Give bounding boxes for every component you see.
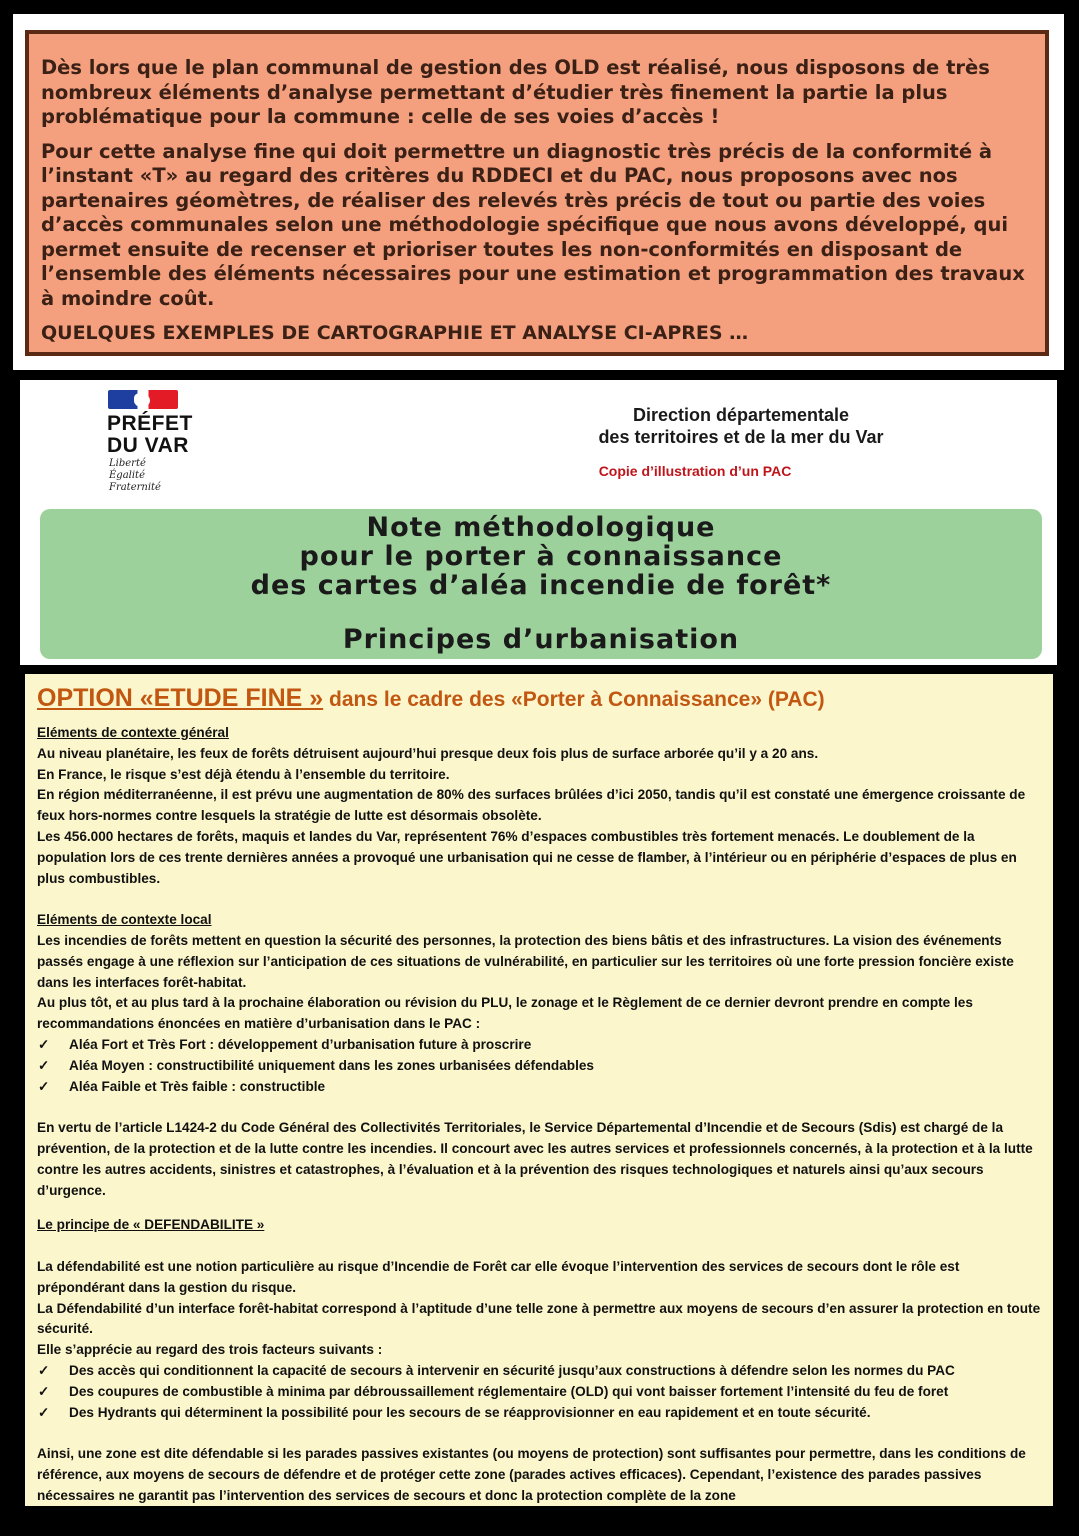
option-title-rest: dans le cadre des «Porter à Connaissance» (PAC) — [323, 688, 825, 711]
prefet-line-2: DU VAR — [107, 434, 189, 457]
general-line-4: Les 456.000 hectares de forêts, maquis et landes du Var, représentent 76% d’espaces combustibles très fortement menacés. Le doublement de la population lors de ces trente dernières années a provoqué une urbanisation qui ne cesse de flamber, à l’intérieur ou en périphérie d’espaces de plus en plus combustibles. — [37, 828, 1017, 886]
defend-line-1: La défendabilité est une notion particulière au risque d’Incendie de Forêt car elle évoque l’intervention des services de secours dont le rôle est prépondérant dans la gestion du risque. — [37, 1258, 960, 1295]
defend-line-4: Ainsi, une zone est dite défendable si les parades passives existantes (ou moyens de protection) sont suffisantes pour permettre, dans les conditions de référence, aux moyens de secours de défendre et de protéger cette zone (parades actives efficaces). Cependant, l’existence des parades passives nécessaires ne garantit pas l’intervention des services de secours et donc la protection complète de la zone — [37, 1446, 1026, 1503]
note-title-banner — [40, 509, 1042, 659]
check-icon: ✓ — [38, 1404, 50, 1420]
pac-header — [20, 380, 1057, 665]
list-item-text: Des Hydrants qui déterminent la possibilité pour les secours de se réapprovisionner en eau rapidement et en toute sécurité. — [69, 1404, 871, 1420]
copy-notice: Copie d’illustration d’un PAC — [598, 463, 792, 479]
prefet-logo-text — [107, 413, 193, 457]
intro-box — [25, 30, 1049, 356]
note-title-line-1: Note méthodologique — [366, 512, 716, 543]
local-line-1: Les incendies de forêts mettent en question la sécurité des personnes, la protection des biens bâtis et des infrastructures. La vision des événements passés engage à une réflexion sur l’anticipation de ces situations de vulnérabilité, en particulier sur les territoires où une forte pression foncière existe dans les interfaces forêt-habitat. — [37, 932, 1014, 990]
list-item — [37, 1056, 1041, 1077]
motto-egalite: Égalité — [109, 470, 145, 481]
defendability-heading: Le principe de « DEFENDABILITE » — [37, 1217, 265, 1233]
ddtm-line-1: Direction départementale — [632, 405, 850, 425]
marianne-flag-icon — [108, 390, 178, 409]
note-subtitle: Principes d’urbanisation — [342, 624, 740, 655]
check-icon: ✓ — [38, 1078, 50, 1094]
defend-line-3: Elle s’apprécie au regard des trois facteurs suivants : — [37, 1342, 383, 1358]
check-icon: ✓ — [38, 1036, 50, 1052]
list-item-text: Aléa Moyen : constructibilité uniquement dans les zones urbanisées défendables — [69, 1057, 594, 1073]
intro-paragraph-2: Pour cette analyse fine qui doit permettre un diagnostic très précis de la conformité à l’instant «T» au regard des critères du RDDECI et du PAC, nous proposons avec nos partenaires géomètres, de réaliser des relevés très précis de tout ou partie des voies d’accès communales selon une méthodologie spécifique que nous avons développé, qui permet ensuite de recenser et prioriser toutes les non-conformités en disposant de l’ensemble des éléments nécessaires pour une estimation et programmation des travaux à moindre coût. — [41, 139, 1025, 310]
intro-examples-line: QUELQUES EXEMPLES DE CARTOGRAPHIE ET ANALYSE CI-APRES … — [41, 322, 749, 344]
option-panel — [25, 674, 1053, 1506]
list-item — [37, 1403, 1041, 1424]
check-icon: ✓ — [38, 1383, 50, 1399]
option-title — [37, 684, 1041, 714]
list-item — [37, 1361, 1041, 1382]
motto-fraternite: Fraternité — [109, 482, 161, 493]
list-item-text: Des accès qui conditionnent la capacité de secours à intervenir en sécurité jusqu’aux constructions à défendre selon les normes du PAC — [69, 1362, 955, 1378]
local-line-3: En vertu de l’article L1424-2 du Code Général des Collectivités Territoriales, le Service Départemental d’Incendie et de Secours (Sdis) est chargé de la prévention, de la protection et de la lutte contre les incendies. Il concourt avec les autres services et professionnels concernés, à la protection et à la lutte contre les autres accidents, sinistres et catastrophes, à l’évaluation et à la prévention des risques technologiques et naturels ainsi qu’aux secours d’urgence. — [37, 1120, 1033, 1198]
general-context-section — [37, 723, 1041, 1506]
general-context-heading: Eléments de contexte général — [37, 725, 229, 740]
note-title-line-3: des cartes d’aléa incendie de forêt* — [250, 570, 832, 601]
local-line-2: Au plus tôt, et au plus tard à la prochaine élaboration ou révision du PLU, le zonage et le Règlement de ce dernier devront prendre en compte les recommandations énoncées en matière d’urbanisation dans le PAC : — [37, 995, 973, 1032]
republic-motto — [109, 458, 161, 494]
ddtm-title — [526, 404, 956, 448]
list-item-text: Des coupures de combustible à minima par débroussaillement réglementaire (OLD) qui vont baisser fortement l’intensité du feu de foret — [69, 1383, 949, 1399]
note-title-line-2: pour le porter à connaissance — [299, 541, 783, 572]
list-item — [37, 1035, 1041, 1056]
intro-frame — [13, 14, 1064, 370]
list-item-text: Aléa Faible et Très faible : constructible — [69, 1078, 326, 1094]
check-icon: ✓ — [38, 1362, 50, 1378]
list-item-text: Aléa Fort et Très Fort : développement d’urbanisation future à proscrire — [69, 1036, 532, 1052]
list-item — [37, 1382, 1041, 1403]
check-icon: ✓ — [38, 1057, 50, 1073]
local-context-heading: Eléments de contexte local — [37, 912, 212, 928]
motto-liberte: Liberté — [109, 458, 146, 469]
defend-line-2: La Défendabilité d’un interface forêt-habitat correspond à l’aptitude d’une telle zone à permettre aux moyens de secours d’en assurer la protection en toute sécurité. — [37, 1300, 1041, 1337]
general-line-1: Au niveau planétaire, les feux de forêts détruisent aujourd’hui presque deux fois plus de surface arborée qu’il y a 20 ans. — [37, 745, 819, 761]
intro-paragraph-1: Dès lors que le plan communal de gestion des OLD est réalisé, nous disposons de très nombreux éléments d’analyse permettant d’étudier très finement la partie la plus problématique pour la commune : celle de ses voies d’accès ! — [41, 56, 990, 128]
prefet-line-1: PRÉFET — [107, 412, 193, 435]
list-item — [37, 1077, 1041, 1098]
ddtm-line-2: des territoires et de la mer du Var — [598, 427, 884, 447]
general-line-3: En région méditerranéenne, il est prévu une augmentation de 80% des surfaces brûlées d’ici 2050, tandis qu’il est constaté une émergence croissante de feux hors-normes contre lesquels la stratégie de lutte est désormais obsolète. — [37, 787, 1026, 824]
option-title-main: OPTION «ETUDE FINE » — [37, 684, 324, 712]
general-line-2: En France, le risque s’est déjà étendu à l’ensemble du territoire. — [37, 766, 450, 782]
